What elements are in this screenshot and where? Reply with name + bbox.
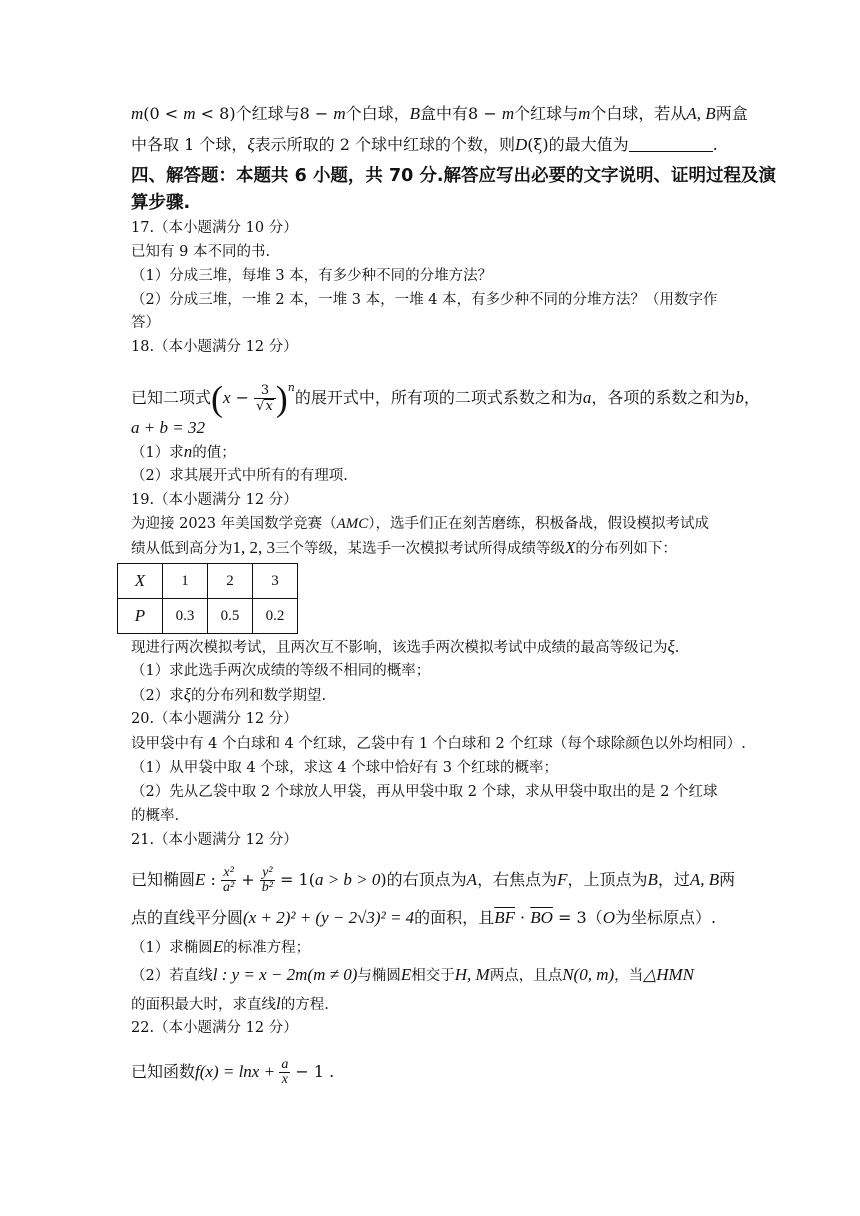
math-x: x [223,388,231,407]
text: 已知椭圆 [131,870,196,889]
math-A: A [466,870,478,889]
text: 现进行两次模拟考试，且两次互不影响，该选手两次模拟考试中成绩的最高等级记为 [131,640,668,656]
text: 个红球与 [514,104,579,123]
q20-header: 20.（本小题满分 12 分） [131,711,298,727]
denominator: b² [261,880,273,895]
numerator: y² [260,866,275,881]
math-circle: (x + 2)² + (y − 2√3)² = 4 [243,908,415,927]
text: . [712,135,718,154]
text: 的面积，且 [414,908,495,927]
math-text: + [236,870,260,889]
math-E: E [195,870,206,889]
text: 已知二项式 [131,388,212,407]
q17-part-2-cont: 答） [131,315,160,331]
table-cell: 0.2 [253,599,298,634]
text: 个白球，若从 [590,104,687,123]
q20-part-2-cont: 的概率. [131,808,180,824]
text: 中各取 1 个球， [131,135,248,154]
math-xi: ξ [667,637,675,656]
q18-header: 18.（本小题满分 12 分） [131,339,298,355]
math-text: − 1 . [290,1062,335,1081]
numerator: 3 [254,384,276,399]
text: ，右焦点为 [477,870,558,889]
math-E: E [400,965,412,984]
q21-header: 21.（本小题满分 12 分） [131,832,298,848]
text: 的值； [192,445,236,461]
text: 的最大值为 [548,135,629,154]
math-m: m [131,104,144,123]
math-text: (ξ) [527,135,549,154]
text: 个白球， [345,104,410,123]
math-X: X [565,538,576,557]
text: （1）求椭圆 [131,940,213,956]
text: 已知函数 [131,1062,196,1081]
math-text: = 1( [274,870,315,889]
q17-part-2: （2）分成三堆，一堆 2 本，一堆 3 本，一堆 4 本，有多少种不同的分堆方法？（用数字作 [131,292,718,308]
math-m: m [578,104,591,123]
math-text: : [205,870,221,889]
q18-part-1 [131,442,236,463]
distribution-table [117,563,298,634]
q19-part-2 [131,685,326,706]
math-AB: A, B [686,104,716,123]
text: ，上顶点为 [567,870,648,889]
q19-stem-2 [131,538,677,559]
text: 个红球与 [235,104,300,123]
math-text: 8 − [468,104,502,123]
math-O: O [602,908,615,927]
vector-BF: $\overline{BF}$ [494,908,515,927]
text: （ [586,908,603,927]
math-xi: ξ [247,135,255,154]
section-heading-line-2: 算步骤. [131,193,191,213]
table-row [118,564,298,599]
math-a: a [582,388,592,407]
math-levels: 1, 2, 3 [232,538,275,557]
text: 的方程. [280,997,329,1013]
math-AB: A, B [689,870,720,889]
text: 三个等级，某选手一次模拟考试所得成绩等级 [275,541,565,557]
q17-header: 17.（本小题满分 10 分） [131,220,298,236]
table-cell: 0.5 [208,599,253,634]
text: 的右顶点为 [386,870,467,889]
text: （2）求 [131,688,184,704]
exponent-n: n [287,381,295,394]
text: （1）求 [131,445,184,461]
math-condition: a > b > 0 [314,870,381,889]
math-E: E [212,937,224,956]
numerator: x² [221,866,236,881]
text: 的分布列和数学期望. [191,688,327,704]
math-text: = 3 [552,908,587,927]
table-cell: 1 [163,564,208,599]
math-function: f(x) = lnx + [195,1062,280,1081]
denominator: x [281,1072,288,1087]
text: 两点，且点 [489,968,563,984]
math-amc: AMC [336,516,369,532]
text: ，各项的系数之和为 [591,388,736,407]
q22-stem [131,1058,334,1087]
right-paren: ) [275,378,288,419]
math-text: < 8) [195,104,236,123]
table-cell: X [118,564,163,599]
table-cell: P [118,599,163,634]
text: ，当 [614,968,644,984]
text: 两盒 [715,104,748,123]
q20-part-1: （1）从甲袋中取 4 个球，求这 4 个球中恰好有 3 个红球的概率； [131,760,559,776]
denominator: √x [256,398,273,414]
q21-part-2 [131,965,694,986]
text: 的面积最大时，求直线 [131,997,276,1013]
math-F: F [557,870,568,889]
text: 的标准方程； [223,940,311,956]
text: ，过 [657,870,690,889]
math-m: m [183,104,196,123]
q19-stem-1 [131,514,709,534]
q21-part-2-cont [131,994,329,1015]
text: 两 [719,870,736,889]
math-xi: ξ [183,685,192,704]
text: 与椭圆 [357,968,401,984]
table-cell: 0.3 [163,599,208,634]
text: ， [743,388,760,407]
fraction [279,1058,290,1087]
fraction [221,866,236,895]
text: 的展开式中，所有项的二项式系数之和为 [294,388,583,407]
table-row [118,599,298,634]
math-m: m [501,104,515,123]
answer-blank [629,135,713,152]
text: ），选手们正在刻苦磨练，积极备战，假设模拟考试成 [368,516,710,532]
text: 为坐标原点）. [614,908,717,927]
math-D: D [515,135,528,154]
q19-part-1: （1）求此选手两次成绩的等级不相同的概率； [131,663,431,679]
q19-header: 19.（本小题满分 12 分） [131,492,298,508]
math-equation: a + b = 32 [131,418,205,437]
table-cell: 2 [208,564,253,599]
text: 的分布列如下： [575,541,677,557]
text: 绩从低到高分为 [131,541,233,557]
vector-BO: $\overline{BO}$ [530,908,553,927]
left-paren: ( [211,378,224,419]
math-l: l [276,994,281,1013]
q18-part-2: （2）求其展开式中所有的有理项. [131,468,348,484]
q16-line-2 [131,135,718,155]
q21-stem-2 [131,908,716,928]
q17-part-1: （1）分成三堆，每堆 3 本，有多少种不同的分堆方法？ [131,268,493,284]
q22-header: 22.（本小题满分 12 分） [131,1020,298,1036]
math-N: N(0, m) [562,965,615,984]
q21-stem-1 [131,866,735,895]
fraction [260,866,275,895]
fraction [254,384,276,414]
math-n: n [183,442,193,461]
denominator: a² [222,880,235,895]
q18-stem [131,378,760,419]
math-line: l : y = x − 2m(m ≠ 0) [212,965,358,984]
math-text: · [514,908,531,927]
math-text: ) [380,870,387,889]
q16-line-1 [131,104,748,124]
math-text: (0 < [143,104,184,123]
q19-stem-3 [131,637,679,658]
numerator: a [281,1057,289,1072]
text: 相交于 [411,968,455,984]
q20-part-2: （2）先从乙袋中取 2 个球放人甲袋，再从甲袋中取 2 个球，求从甲袋中取出的是 2 个红球 [131,784,718,800]
math-text: 8 − [299,104,334,123]
q20-stem: 设甲袋中有 4 个白球和 4 个红球，乙袋中有 1 个白球和 2 个红球（每个球除颜色以外均相同）. [131,736,746,752]
text: （2）若直线 [131,968,213,984]
sqrt-arg: x [265,398,273,414]
text: 点的直线平分圆 [131,908,244,927]
math-m: m [333,104,346,123]
math-triangle: △HMN [643,965,695,984]
q18-condition [131,418,205,438]
text: . [674,640,680,656]
q21-part-1 [131,937,310,958]
table-cell: 3 [253,564,298,599]
math-B: B [409,104,421,123]
math-text: − [230,388,255,407]
math-b: b [735,388,744,407]
text: 表示所取的 2 个球中红球的个数，则 [254,135,515,154]
q17-stem: 已知有 9 本不同的书. [131,244,271,260]
math-B: B [647,870,658,889]
section-heading-line-1: 四、解答题：本题共 6 小题，共 70 分.解答应写出必要的文字说明、证明过程及演 [131,166,777,186]
text: 盒中有 [420,104,469,123]
text: 为迎接 2023 年美国数学竞赛（ [131,516,337,532]
math-HM: H, M [454,965,490,984]
